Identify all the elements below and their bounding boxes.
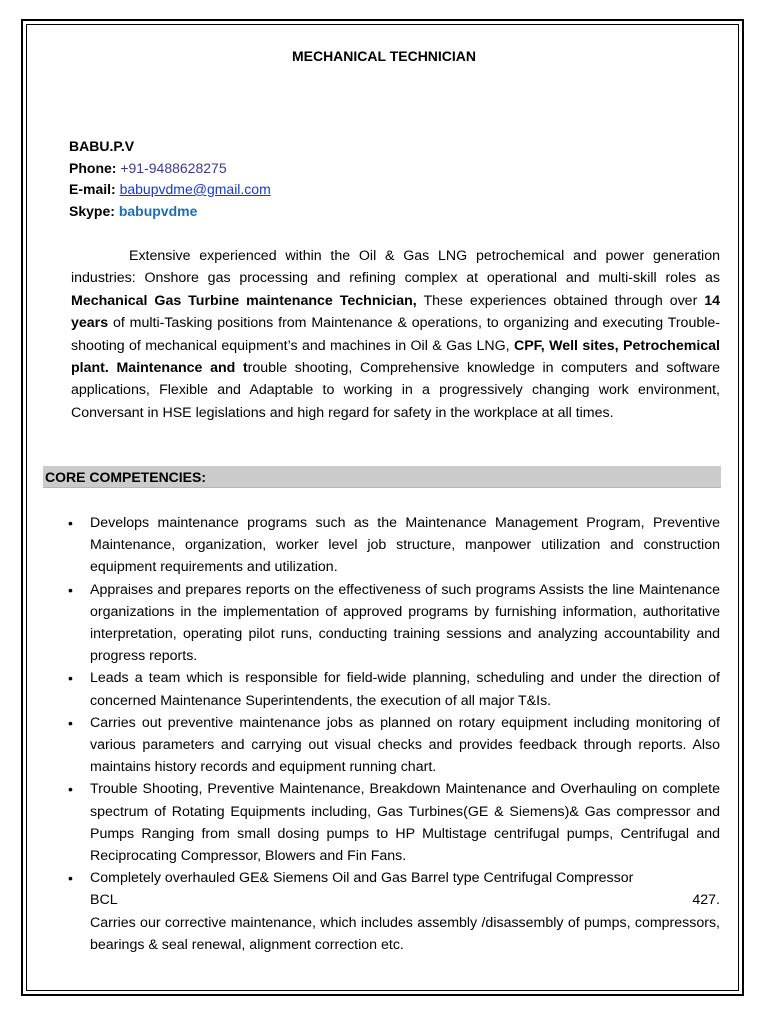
core-competencies-heading: CORE COMPETENCIES: [43, 466, 721, 488]
phone-label: Phone: [69, 159, 117, 176]
email-link[interactable]: babupvdme@gmail.com [119, 181, 271, 197]
email-label: E-mail: [69, 181, 116, 197]
bullet6-model: BCL [90, 892, 118, 909]
list-item [66, 667, 720, 711]
list-item-text: Trouble Shooting, Preventive Maintenance, Breakdown Maintenance and Overhauling on complete spectrum of Rotating Equipments including, Gas Turbines(GE & Siemens)& Gas compressor and Pumps Ranging from small dosing pumps to HP Multistage centrifugal pumps, Centrifugal and Reciprocating Compressor, Blowers and Fin Fans. [90, 781, 720, 865]
bullet-icon: • [68, 515, 73, 531]
bullet-icon: • [68, 670, 73, 687]
list-item [66, 867, 720, 956]
bullet-icon: • [68, 870, 73, 887]
list-item [66, 579, 720, 668]
document-title: MECHANICAL TECHNICIAN [291, 48, 477, 64]
list-item [66, 712, 720, 779]
bullet6-line1: Completely overhauled GE& Siemens Oil and Gas Barrel type Centrifugal Compressor [90, 870, 634, 887]
list-item-text [90, 867, 720, 956]
bullet-icon: • [68, 781, 73, 798]
summary-text-2: These experiences obtained through over [416, 292, 705, 309]
bullet-icon: • [68, 581, 73, 598]
summary-text-3: of multi-Tasking positions from Maintenance & operations, to organizing and executing Trouble-shooting of mechanical equipment’s and machines in Oil & Gas LNG, [71, 315, 720, 354]
bullet6-number: 427. [692, 892, 720, 909]
summary-paragraph [71, 245, 720, 424]
list-item-text: Appraises and prepares reports on the effectiveness of such programs Assists the line Maintenance organizations in the implementation of approved programs by furnishing information, authoritative interpretation, operating pilot runs, conducting training sessions and analyzing accountability and progress reports. [90, 581, 720, 665]
summary-bold-years: 14 years [71, 292, 721, 332]
contact-block [69, 136, 271, 222]
summary-bold-role: Mechanical Gas Turbine maintenance Technician, [71, 292, 417, 309]
list-item-text: Leads a team which is responsible for field-wide planning, scheduling and under the direction of concerned Maintenance Superintendents, the execution of all major T&Is. [90, 670, 720, 709]
bullet6-line3: Carries our corrective maintenance, which includes assembly /disassembly of pumps, compressors, bearings & seal renewal, alignment correction etc. [90, 914, 720, 953]
candidate-name: BABU.P.V [69, 138, 135, 154]
summary-bold-sites: CPF, Well sites, Petrochemical plant. Maintenance and t [71, 337, 720, 377]
summary-text-4: rouble shooting, Comprehensive knowledge in computers and software applications, Flexible and Adaptable to working in a progressively changing work environment, Conversant in HSE legislations and high regard for safety in the workplace at all times. [71, 360, 720, 421]
summary-text-1: Extensive experienced within the Oil & Gas LNG petrochemical and power generation industries: Onshore gas processing and refining complex at operational and multi-skill roles as [71, 248, 720, 287]
skype-value: babupvdme [118, 202, 198, 219]
bullet-icon: • [68, 714, 73, 731]
list-item [66, 778, 720, 867]
list-item [66, 512, 720, 579]
bullet6-line2 [90, 889, 720, 911]
list-item-text: Develops maintenance programs such as the Maintenance Management Program, Preventive Maintenance, organization, worker level job structure, manpower utilization and construction equipment requirements and utilization. [90, 515, 720, 576]
list-item-text: Carries out preventive maintenance jobs as planned on rotary equipment including monitoring of various parameters and carrying out visual checks and provides feedback through reports. Also maintains history records and equipment running chart. [90, 714, 720, 776]
phone-value: +91-9488628275 [120, 159, 227, 176]
skype-label: Skype: [69, 202, 115, 219]
competencies-list [66, 512, 720, 956]
